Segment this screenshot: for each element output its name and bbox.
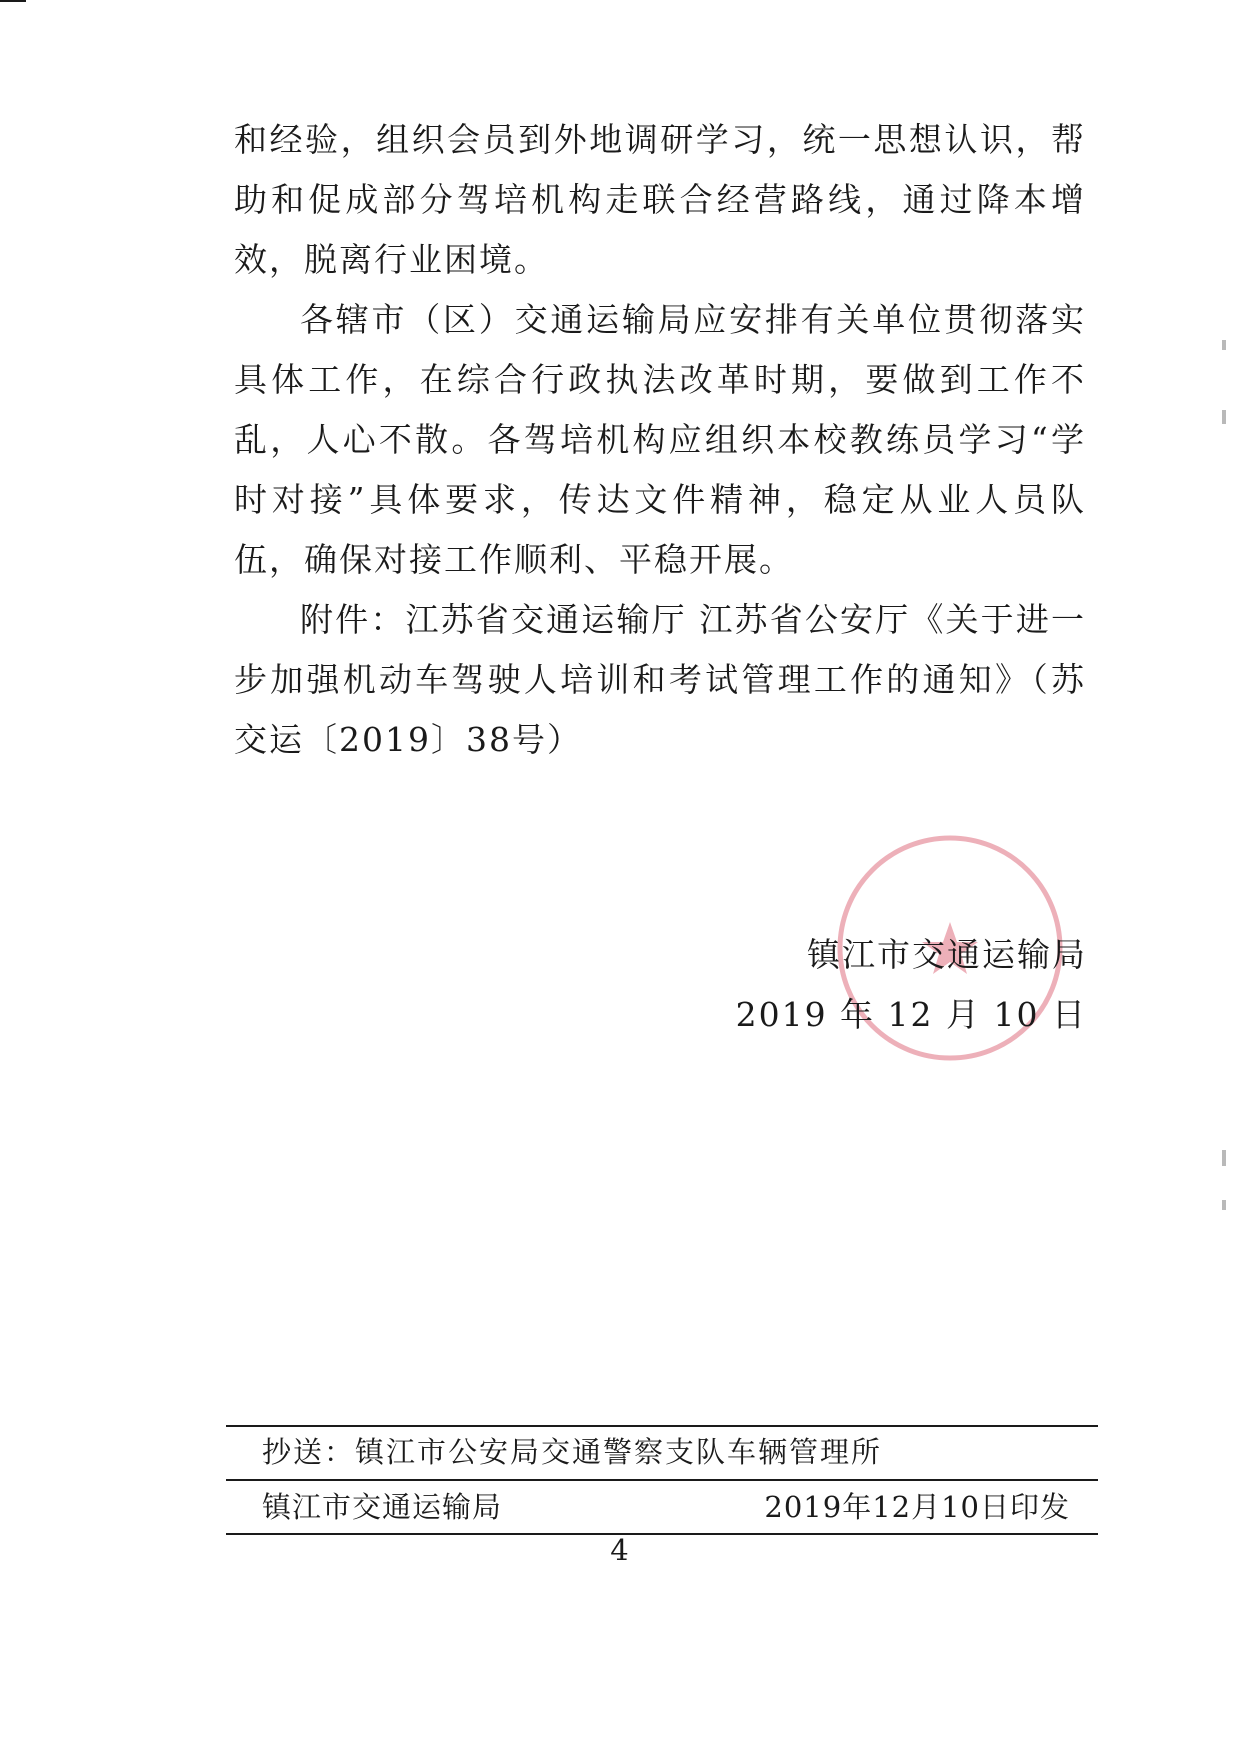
paragraph-continuation: 和经验，组织会员到外地调研学习，统一思想认识，帮助和促成部分驾培机构走联合经营路线，通过降本增效，脱离行业困境。 — [234, 120, 1086, 279]
signature-block — [736, 925, 1087, 1045]
print-line — [226, 1481, 1098, 1533]
paragraph-implementation: 各辖市（区）交通运输局应安排有关单位贯彻落实具体工作，在综合行政执法改革时期，要做到工作不乱，人心不散。各驾培机构应组织本校教练员学习“学时对接”具体要求，传达文件精神，稳定从业人员队伍，确保对接工作顺利、平稳开展。 — [234, 300, 1086, 579]
attachment-note: 附件：江苏省交通运输厅 江苏省公安厅《关于进一步加强机动车驾驶人培训和考试管理工作的通知》（苏交运〔2019〕38号） — [234, 600, 1086, 759]
scan-edge-mark — [1222, 1200, 1226, 1210]
scan-corner-mark — [0, 0, 26, 2]
scan-edge-mark — [1222, 1150, 1226, 1166]
issuer-name: 镇江市交通运输局 — [807, 935, 1087, 974]
body-text — [234, 110, 1086, 770]
scan-edge-mark — [1222, 340, 1226, 350]
print-date: 2019年12月10日印发 — [764, 1490, 1070, 1524]
printing-office: 镇江市交通运输局 — [262, 1490, 503, 1524]
issue-date: 2019 年 12 月 10 日 — [735, 995, 1087, 1034]
cc-recipients: 抄送：镇江市公安局交通警察支队车辆管理所 — [262, 1435, 883, 1469]
cc-line — [226, 1426, 1098, 1478]
scan-edge-mark — [1222, 410, 1226, 424]
page-number: 4 — [610, 1533, 629, 1567]
